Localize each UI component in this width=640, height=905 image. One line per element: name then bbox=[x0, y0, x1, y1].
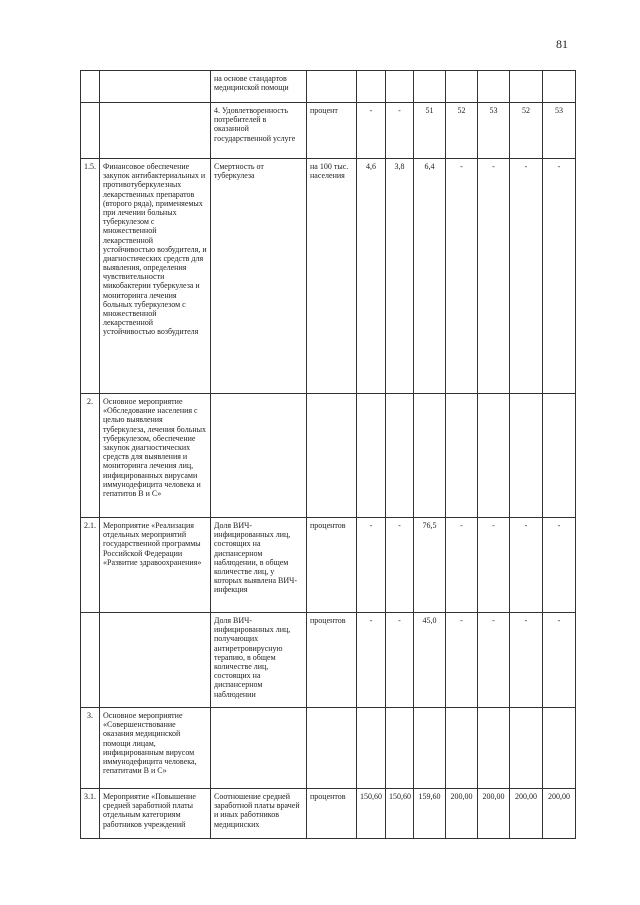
value-cell: 53 bbox=[543, 103, 576, 159]
indicator-name: на основе стандартов медицинской помощи bbox=[211, 71, 307, 103]
value-cell bbox=[446, 708, 478, 789]
event-name: Мероприятие «Повышение средней заработной платы отдельным категориям работников учреждений bbox=[100, 789, 211, 839]
value-cell: 45,0 bbox=[414, 613, 446, 708]
event-name: Основное мероприятие «Совершенствование оказания медицинской помощи лицам, инфицированным вирусом иммунодефицита человека, гепатитами В и С» bbox=[100, 708, 211, 789]
indicator-name: 4. Удовлетворенность потребителей в оказанной государственной услуге bbox=[211, 103, 307, 159]
value-cell: - bbox=[446, 613, 478, 708]
value-cell: 52 bbox=[446, 103, 478, 159]
event-name: Основное мероприятие «Обследование населения с целью выявления туберкулеза, лечения больных туберкулезом, обеспечение закупок диагностических средств для выявления и мониторинга лечения лиц, инфицированных вирусами иммунодефицита человека и гепатитов В и С» bbox=[100, 394, 211, 518]
value-cell bbox=[386, 394, 414, 518]
value-cell bbox=[510, 71, 543, 103]
value-cell: - bbox=[386, 103, 414, 159]
value-cell bbox=[478, 71, 510, 103]
row-number bbox=[81, 103, 100, 159]
value-cell bbox=[510, 708, 543, 789]
value-cell: - bbox=[357, 103, 386, 159]
value-cell bbox=[357, 71, 386, 103]
value-cell: 51 bbox=[414, 103, 446, 159]
event-name: Мероприятие «Реализация отдельных мероприятий государственной программы Российской Федерации «Развитие здравоохранения» bbox=[100, 518, 211, 613]
event-name bbox=[100, 103, 211, 159]
value-cell: - bbox=[446, 159, 478, 394]
table-row bbox=[81, 394, 576, 518]
value-cell: - bbox=[510, 518, 543, 613]
value-cell: - bbox=[543, 613, 576, 708]
table-row bbox=[81, 71, 576, 103]
value-cell bbox=[543, 71, 576, 103]
value-cell: - bbox=[510, 159, 543, 394]
row-number: 2. bbox=[81, 394, 100, 518]
value-cell: - bbox=[543, 159, 576, 394]
value-cell: - bbox=[510, 613, 543, 708]
indicators-table bbox=[80, 70, 576, 839]
value-cell: 6,4 bbox=[414, 159, 446, 394]
value-cell bbox=[414, 708, 446, 789]
indicator-name: Соотношение средней заработной платы врачей и иных работников медицинских bbox=[211, 789, 307, 839]
row-number: 1.5. bbox=[81, 159, 100, 394]
value-cell: - bbox=[478, 159, 510, 394]
unit-of-measure bbox=[307, 708, 357, 789]
table-row bbox=[81, 103, 576, 159]
value-cell bbox=[543, 708, 576, 789]
row-number: 2.1. bbox=[81, 518, 100, 613]
value-cell bbox=[386, 708, 414, 789]
value-cell bbox=[478, 708, 510, 789]
indicator-name: Доля ВИЧ-инфицированных лиц, состоящих на диспансерном наблюдении, в общем количестве лиц, у которых выявлена ВИЧ-инфекция bbox=[211, 518, 307, 613]
value-cell: 150,60 bbox=[386, 789, 414, 839]
value-cell: - bbox=[357, 518, 386, 613]
unit-of-measure bbox=[307, 71, 357, 103]
table-row bbox=[81, 518, 576, 613]
unit-of-measure: на 100 тыс. населения bbox=[307, 159, 357, 394]
value-cell bbox=[510, 394, 543, 518]
value-cell: - bbox=[386, 518, 414, 613]
table-row bbox=[81, 708, 576, 789]
event-name: Финансовое обеспечение закупок антибактериальных и противотуберкулезных лекарственных препаратов (второго ряда), применяемых при лечении больных туберкулезом с множественной лекарственной устойчивостью возбудителя, и диагностических средств для выявления, определения чувствительности микобактерии туберкулеза и мониторинга лечения больных туберкулезом с множественной лекарственной устойчивостью возбудителя bbox=[100, 159, 211, 394]
row-number bbox=[81, 613, 100, 708]
value-cell bbox=[414, 71, 446, 103]
unit-of-measure: процентов bbox=[307, 789, 357, 839]
table-row bbox=[81, 789, 576, 839]
value-cell: 200,00 bbox=[510, 789, 543, 839]
value-cell: 200,00 bbox=[446, 789, 478, 839]
value-cell bbox=[386, 71, 414, 103]
table-row bbox=[81, 159, 576, 394]
event-name bbox=[100, 71, 211, 103]
indicator-name: Доля ВИЧ-инфицированных лиц, получающих антиретровирусную терапию, в общем количестве лиц, состоящих на диспансерном наблюдении bbox=[211, 613, 307, 708]
value-cell bbox=[446, 71, 478, 103]
value-cell bbox=[357, 394, 386, 518]
indicator-name: Смертность от туберкулеза bbox=[211, 159, 307, 394]
unit-of-measure: процентов bbox=[307, 518, 357, 613]
value-cell: - bbox=[357, 613, 386, 708]
unit-of-measure bbox=[307, 394, 357, 518]
unit-of-measure: процент bbox=[307, 103, 357, 159]
value-cell: 52 bbox=[510, 103, 543, 159]
table-row bbox=[81, 613, 576, 708]
row-number: 3. bbox=[81, 708, 100, 789]
value-cell bbox=[357, 708, 386, 789]
value-cell bbox=[414, 394, 446, 518]
value-cell: - bbox=[478, 518, 510, 613]
value-cell: 3,8 bbox=[386, 159, 414, 394]
row-number bbox=[81, 71, 100, 103]
value-cell bbox=[478, 394, 510, 518]
value-cell bbox=[543, 394, 576, 518]
value-cell: 200,00 bbox=[478, 789, 510, 839]
value-cell: - bbox=[386, 613, 414, 708]
value-cell: 200,00 bbox=[543, 789, 576, 839]
value-cell: - bbox=[478, 613, 510, 708]
indicator-name bbox=[211, 708, 307, 789]
value-cell: 4,6 bbox=[357, 159, 386, 394]
value-cell: 159,60 bbox=[414, 789, 446, 839]
value-cell: - bbox=[446, 518, 478, 613]
value-cell: - bbox=[543, 518, 576, 613]
page-number: 81 bbox=[556, 37, 568, 51]
unit-of-measure: процентов bbox=[307, 613, 357, 708]
value-cell bbox=[446, 394, 478, 518]
value-cell: 150,60 bbox=[357, 789, 386, 839]
value-cell: 53 bbox=[478, 103, 510, 159]
event-name bbox=[100, 613, 211, 708]
value-cell: 76,5 bbox=[414, 518, 446, 613]
indicator-name bbox=[211, 394, 307, 518]
row-number: 3.1. bbox=[81, 789, 100, 839]
